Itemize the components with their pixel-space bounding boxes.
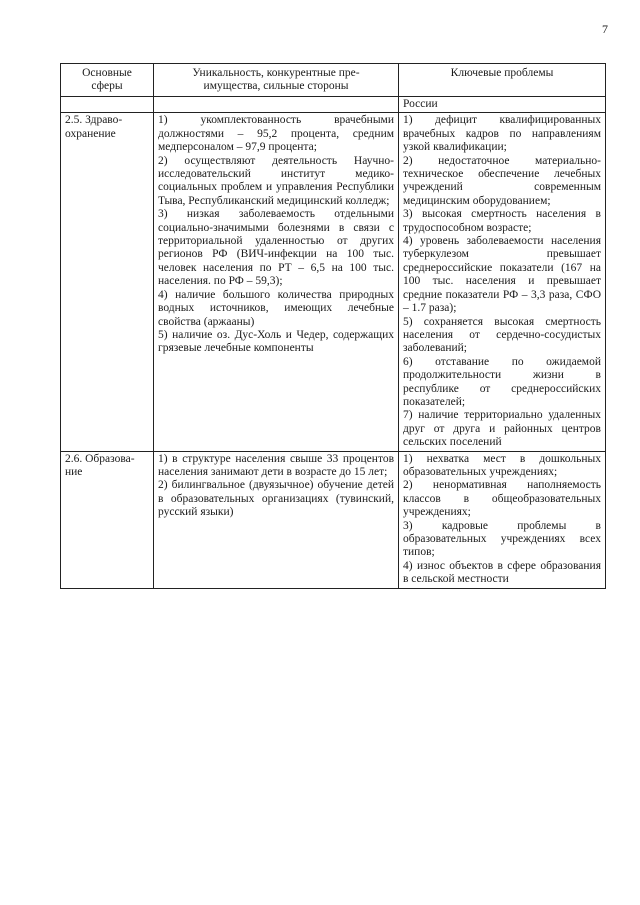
row-sphere-education: 2.6. Образова- ние: [61, 451, 154, 588]
continuation-cell-text: России: [399, 97, 606, 113]
header-problems: Ключевые проблемы: [399, 64, 606, 97]
row-sphere-health: 2.5. Здраво- охранение: [61, 113, 154, 451]
table-row: [61, 451, 606, 588]
row-strengths-health: 1) укомплектованность врачебными должностями – 95,2 процента, средним медперсоналом – 97,9 процента; 2) осуществляют деятельность Научно-исследовательский институт медико-социальных проблем и управления Республики Тыва, Республиканский медицинский колледж; 3) низкая заболеваемость отдельными социально-значимыми болезнями в связи с территориальной удаленностью от других регионов РФ (ВИЧ-инфекции на 100 тыс. человек населения по РТ – 6,5 на 100 тыс. населения. по РФ – 59,3); 4) наличие большого количества природных водных источников, имеющих лечебные свойства (аржааны) 5) наличие оз. Дус-Холь и Чедер, содержащих грязевые лечебные компоненты: [154, 113, 399, 451]
continuation-row: [61, 97, 606, 113]
page-number: 7: [602, 22, 608, 36]
strategy-table: [60, 63, 606, 589]
row-problems-education: 1) нехватка мест в дошкольных образовательных учреждениях; 2) ненормативная наполняемость классов в общеобразовательных учреждениях; 3) кадровые проблемы в образовательных учреждениях всех типов; 4) износ объектов в сфере образования в сельской местности: [399, 451, 606, 588]
row-strengths-education: 1) в структуре населения свыше 33 процентов населения занимают дети в возрасте до 15 лет; 2) билингвальное (двуязычное) обучение детей в образовательных организациях (тувинский, русский языки): [154, 451, 399, 588]
continuation-cell-empty-1: [61, 97, 154, 113]
table-row: [61, 113, 606, 451]
row-problems-health: 1) дефицит квалифицированных врачебных кадров по направлениям узкой квалификации; 2) недостаточное материально-техническое обеспечение лечебных учреждений современным медицинским оборудованием; 3) высокая смертность населения в трудоспособном возрасте; 4) уровень заболеваемости населения туберкулезом превышает среднероссийские показатели (167 на 100 тыс. населения и превышает средние показатели РФ – 3,3 раза, СФО – 1.7 раза); 5) сохраняется высокая смертность населения от сердечно-сосудистых заболеваний; 6) отставание по ожидаемой продолжительности жизни в республике от среднероссийских показателей; 7) наличие территориально удаленных друг от друга и районных центров сельских поселений: [399, 113, 606, 451]
continuation-cell-empty-2: [154, 97, 399, 113]
table-header-row: [61, 64, 606, 97]
header-strengths: Уникальность, конкурентные пре- имущества, сильные стороны: [154, 64, 399, 97]
header-sphere: Основные сферы: [61, 64, 154, 97]
